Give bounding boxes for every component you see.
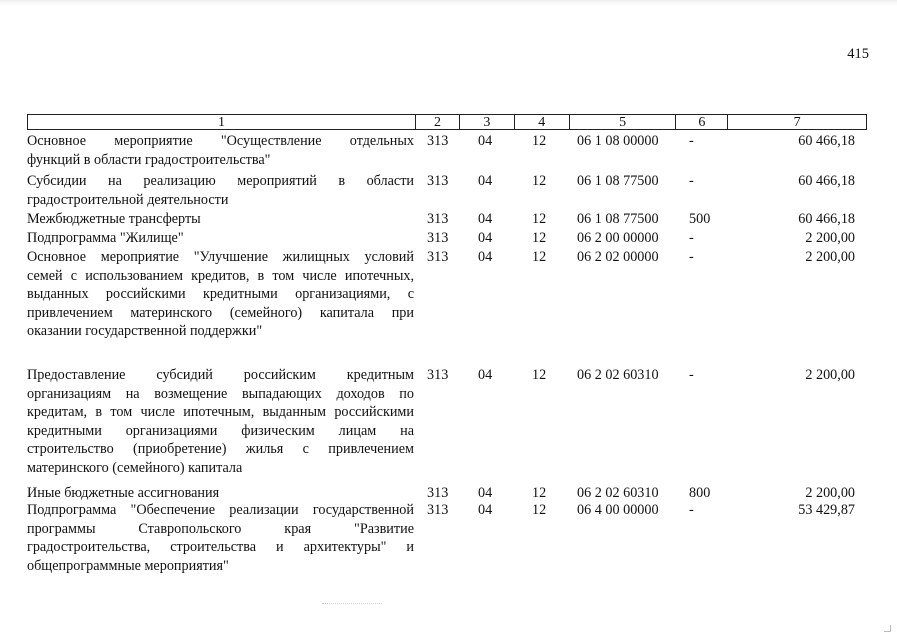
cell-col-4: 12: [532, 211, 547, 227]
cell-col-2: 313: [427, 173, 449, 189]
name-line: Субсидии на реализацию мероприятий в области: [27, 173, 414, 189]
cell-col-6: -: [689, 133, 694, 149]
row-name: [27, 501, 414, 575]
page-number: 415: [847, 46, 869, 62]
cell-col-5: 06 2 02 60310: [577, 485, 659, 501]
header-col-3: 3: [460, 115, 515, 129]
name-line: Основное мероприятие "Улучшение жилищных условий: [27, 249, 414, 265]
cell-col-6: -: [689, 173, 694, 189]
cell-col-4: 12: [532, 485, 547, 501]
name-line: градостроительной деятельности: [27, 191, 229, 208]
name-line: привлечением материнского (семейного) капитала при: [27, 304, 414, 321]
cell-col-5: 06 2 02 60310: [577, 367, 659, 383]
header-col-4: 4: [515, 115, 570, 129]
name-line: Межбюджетные трансферты: [27, 211, 201, 227]
name-line: выданных российскими кредитными организациями, с: [27, 286, 414, 303]
cell-col-4: 12: [532, 367, 547, 383]
name-line: Иные бюджетные ассигнования: [27, 485, 220, 501]
cell-col-2: 313: [427, 249, 449, 265]
row-name: [27, 248, 414, 341]
cell-col-5: 06 4 00 00000: [577, 502, 659, 518]
cell-col-3: 04: [478, 502, 493, 518]
cell-col-7: 60 466,18: [798, 211, 855, 227]
cell-col-4: 12: [532, 133, 547, 149]
cell-col-6: -: [689, 230, 694, 246]
header-col-2: 2: [416, 115, 460, 129]
name-line: семей с использованием кредитов, в том числе ипотечных,: [27, 267, 414, 284]
name-line: материнского (семейного) капитала: [27, 459, 243, 476]
cell-col-6: 800: [689, 485, 711, 501]
header-col-5: 5: [570, 115, 677, 129]
cell-col-2: 313: [427, 230, 449, 246]
name-line: общепрограммные мероприятия": [27, 557, 229, 574]
cell-col-4: 12: [532, 502, 547, 518]
header-col-7: 7: [793, 115, 801, 130]
cell-col-2: 313: [427, 502, 449, 518]
scan-corner-mark: [884, 625, 891, 632]
name-line: Подпрограмма "Обеспечение реализации государственной: [27, 502, 414, 518]
row-name: [27, 366, 414, 478]
table-header: [27, 114, 867, 130]
cell-col-3: 04: [478, 133, 493, 149]
name-line: кредитными организациями физическим лицам на: [27, 422, 414, 439]
row-name: [27, 172, 414, 209]
cell-col-7: 2 200,00: [805, 230, 855, 246]
header-col-6: 6: [676, 115, 728, 129]
cell-col-3: 04: [478, 367, 493, 383]
cell-col-3: 04: [478, 230, 493, 246]
cell-col-6: -: [689, 249, 694, 265]
cell-col-5: 06 2 00 00000: [577, 230, 659, 246]
name-line: Основное мероприятие "Осуществление отдельных: [27, 133, 414, 149]
header-col-1: 1: [28, 115, 416, 129]
name-line: строительство (приобретение) жилья с привлечением: [27, 441, 414, 458]
cell-col-6: -: [689, 367, 694, 383]
name-line: градостроительства, строительства и архитектуры" и: [27, 539, 414, 556]
cell-col-3: 04: [478, 211, 493, 227]
row-name: [27, 132, 414, 169]
scan-edge: [0, 0, 897, 6]
cell-col-4: 12: [532, 173, 547, 189]
cell-col-2: 313: [427, 485, 449, 501]
name-line: программы Ставропольского края "Развитие: [27, 520, 414, 537]
cell-col-4: 12: [532, 249, 547, 265]
cell-col-3: 04: [478, 485, 493, 501]
cell-col-2: 313: [427, 211, 449, 227]
cell-col-7: 60 466,18: [798, 133, 855, 149]
cell-col-3: 04: [478, 173, 493, 189]
cell-col-5: 06 1 08 00000: [577, 133, 659, 149]
name-line: организациям на возмещение выпадающих доходов по: [27, 385, 414, 402]
cell-col-5: 06 2 02 00000: [577, 249, 659, 265]
cell-col-5: 06 1 08 77500: [577, 173, 659, 189]
cell-col-6: -: [689, 502, 694, 518]
name-line: Предоставление субсидий российским кредитным: [27, 367, 414, 383]
name-line: кредитам, в том числе ипотечным, выданным российскими: [27, 404, 414, 421]
name-line: Подпрограмма "Жилище": [27, 230, 184, 246]
cell-col-2: 313: [427, 133, 449, 149]
row-name: [27, 484, 414, 503]
cell-col-6: 500: [689, 211, 711, 227]
cell-col-2: 313: [427, 367, 449, 383]
cell-col-7: 53 429,87: [798, 502, 855, 518]
name-line: оказании государственной поддержки": [27, 323, 263, 340]
cell-col-7: 2 200,00: [805, 249, 855, 265]
row-name: [27, 229, 414, 248]
cell-col-7: 60 466,18: [798, 173, 855, 189]
cell-col-5: 06 1 08 77500: [577, 211, 659, 227]
cell-col-7: 2 200,00: [805, 485, 855, 501]
name-line: функций в области градостроительства": [27, 151, 271, 168]
cell-col-7: 2 200,00: [805, 367, 855, 383]
cell-col-3: 04: [478, 249, 493, 265]
cell-col-4: 12: [532, 230, 547, 246]
scan-artifact: [322, 603, 382, 606]
row-name: [27, 210, 414, 229]
